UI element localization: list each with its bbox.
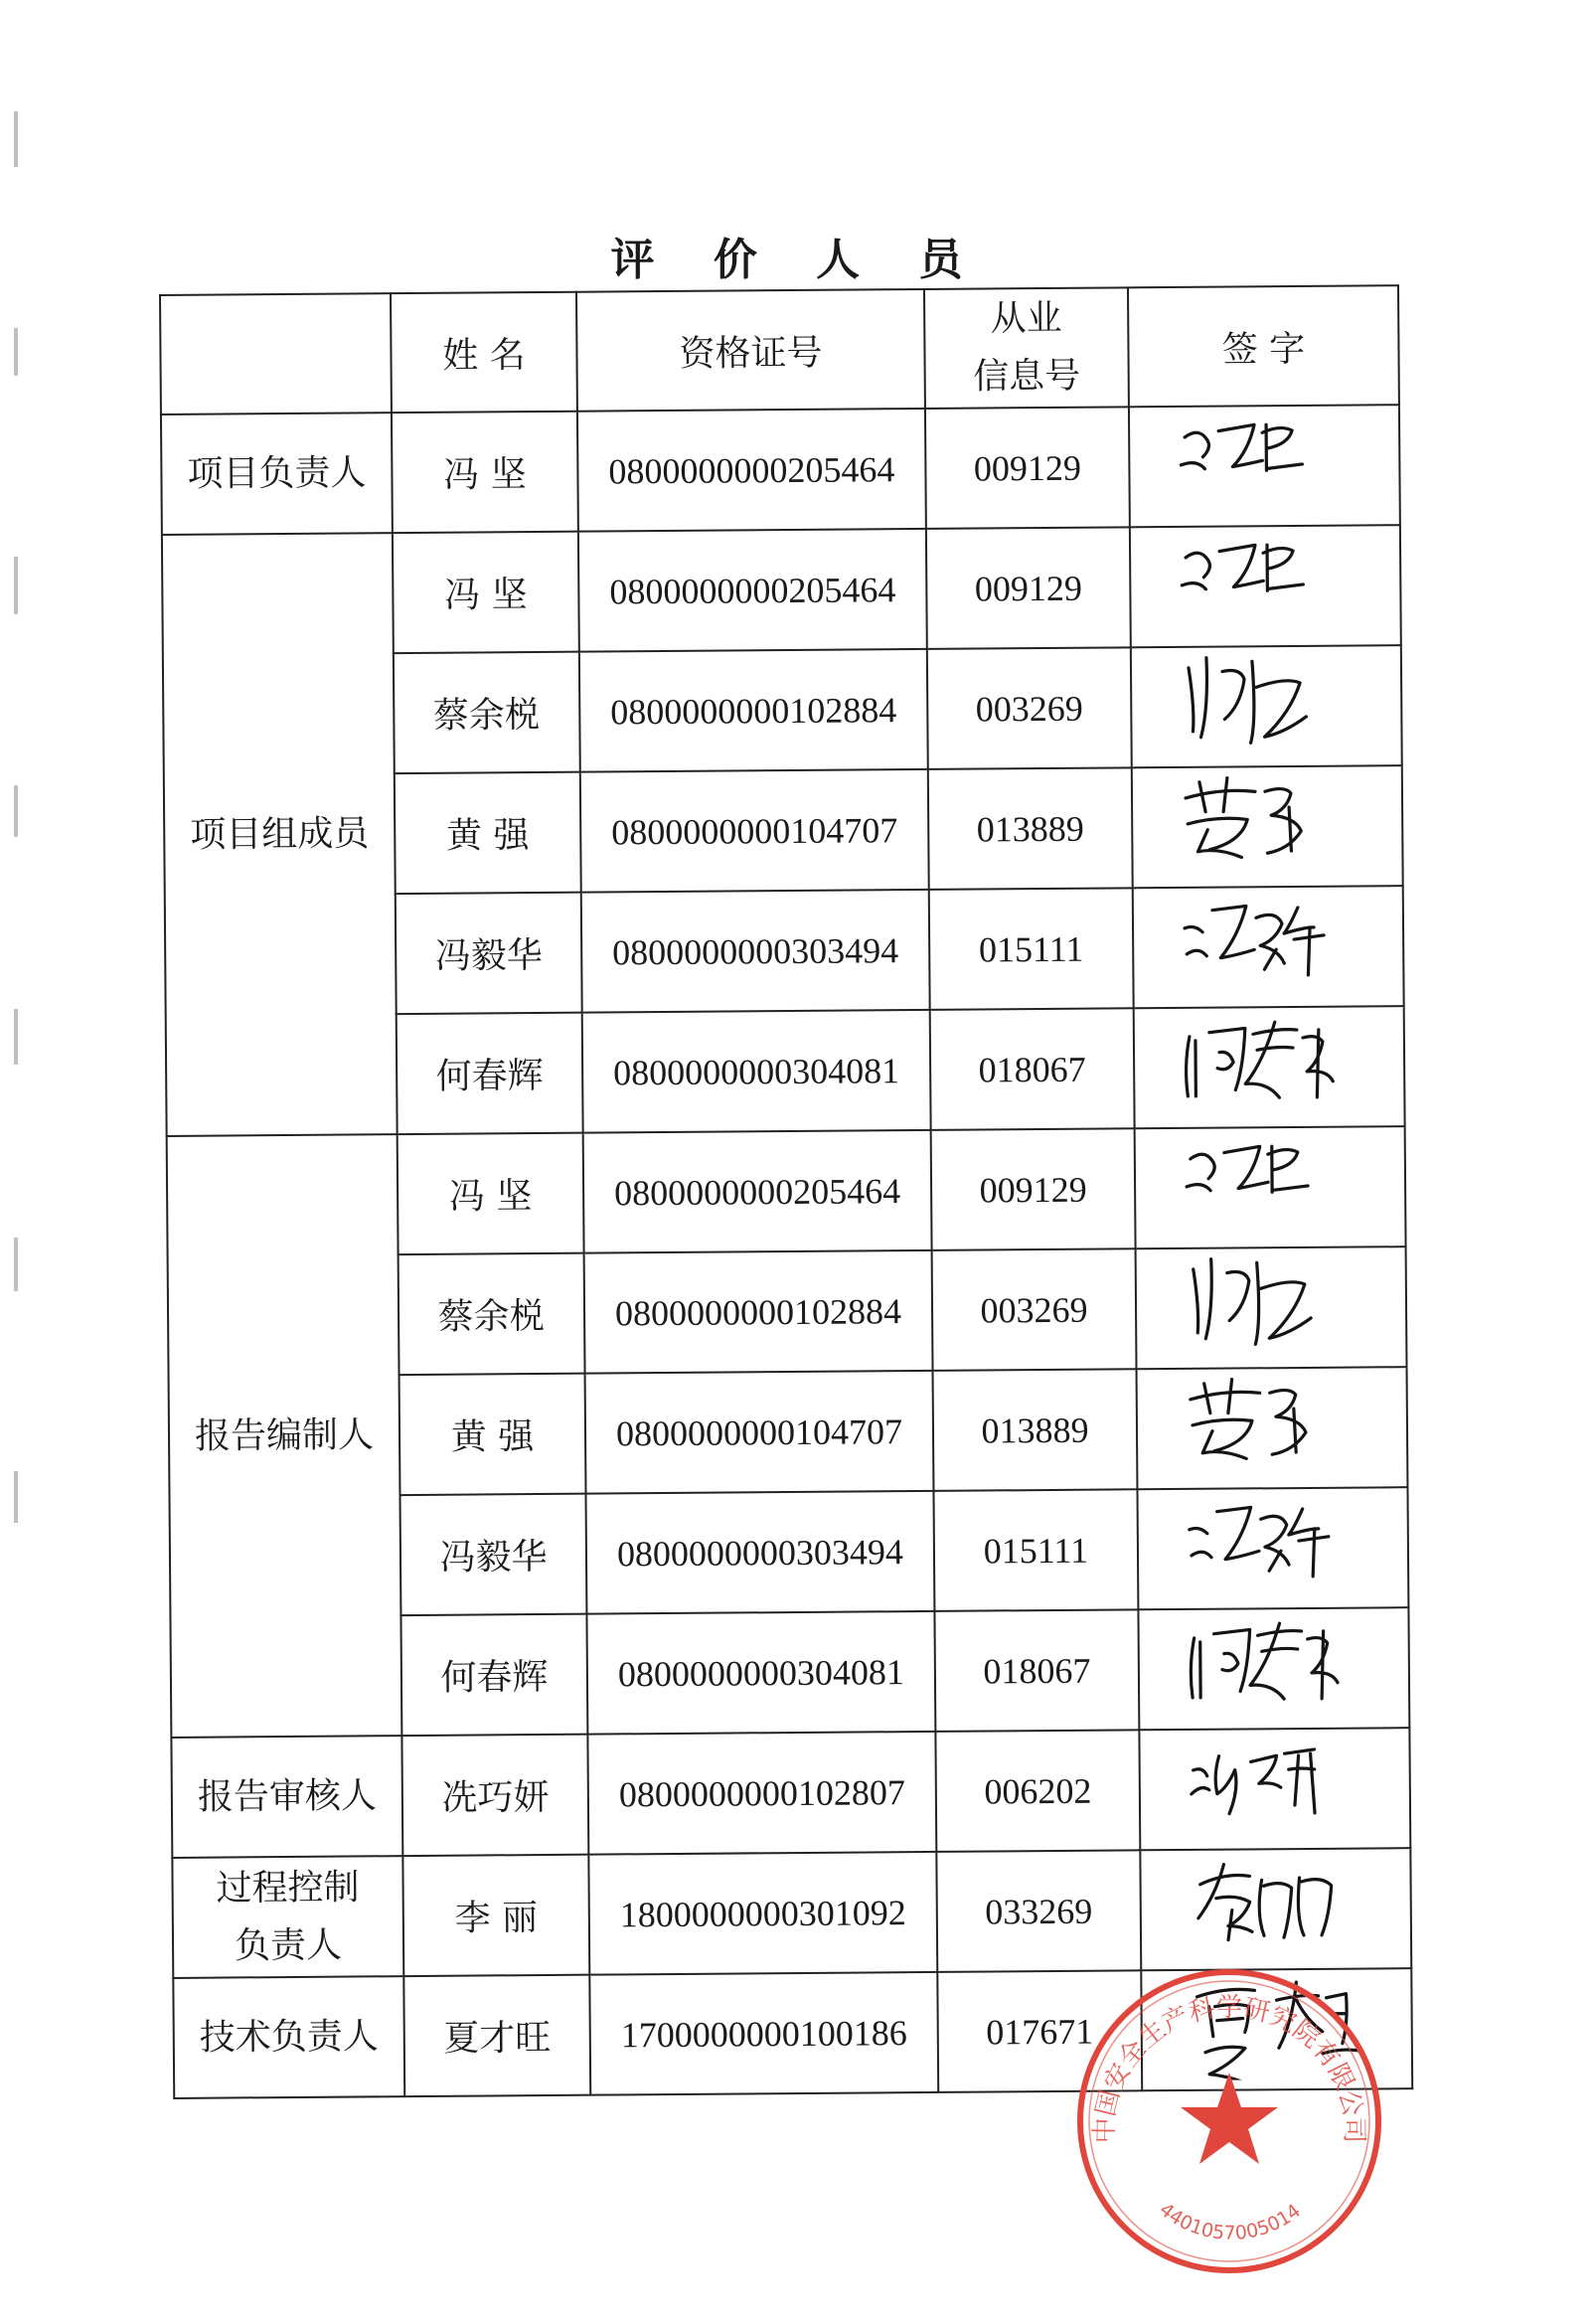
- role-cell: [161, 413, 393, 535]
- header-practice-line1: 从业: [990, 297, 1062, 340]
- practice-info-number: 015111: [933, 1489, 1138, 1611]
- practice-info-number: 006202: [935, 1730, 1140, 1852]
- scan-edge-mark: [14, 785, 18, 837]
- practice-info-number: 015111: [929, 888, 1134, 1010]
- certificate-number: 0800000000205464: [583, 1130, 932, 1253]
- certificate-number: 0800000000205464: [577, 409, 926, 532]
- scan-edge-mark: [14, 557, 18, 614]
- practice-info-number: 009129: [925, 407, 1130, 529]
- practice-info-number: 009129: [931, 1128, 1136, 1250]
- header-practice-line2: 信息号: [973, 355, 1081, 398]
- handwritten-signature: [1169, 887, 1368, 998]
- certificate-number: 0800000000303494: [581, 890, 930, 1013]
- person-name: 夏才旺: [403, 1975, 590, 2096]
- certificate-number: 0800000000304081: [586, 1611, 935, 1735]
- header-sign: 签 字: [1128, 285, 1399, 407]
- role-label: 负责人: [234, 1924, 343, 1966]
- handwritten-signature: [1175, 1729, 1374, 1840]
- certificate-number: 1700000000100186: [589, 1972, 938, 2095]
- signature-cell: [1132, 765, 1403, 888]
- signature-cell: [1140, 1848, 1411, 1970]
- role-cell: [173, 1976, 404, 2098]
- table-row: [172, 1848, 1411, 1978]
- practice-info-number: 033269: [936, 1850, 1141, 1972]
- role-cell: [162, 533, 398, 1136]
- certificate-number: 0800000000102807: [587, 1732, 936, 1855]
- person-name: 冯 坚: [392, 412, 578, 533]
- signature-cell: [1138, 1607, 1409, 1730]
- scan-edge-mark: [14, 1471, 18, 1523]
- header-name: 姓 名: [391, 292, 577, 413]
- certificate-number: 0800000000104707: [585, 1371, 934, 1494]
- scan-edge-mark: [14, 1238, 18, 1291]
- role-label: 报告审核人: [197, 1774, 378, 1818]
- person-name: 蔡余棁: [394, 652, 580, 773]
- company-seal: [1071, 1963, 1387, 2279]
- table-row: [161, 405, 1400, 535]
- person-name: 黄 强: [395, 772, 581, 894]
- handwritten-signature: [1168, 766, 1367, 878]
- scan-edge-mark: [14, 111, 18, 167]
- signature-cell: [1129, 405, 1400, 527]
- person-name: 何春辉: [397, 1013, 583, 1134]
- handwritten-signature: [1167, 646, 1366, 757]
- practice-info-number: 013889: [933, 1369, 1138, 1491]
- role-cell: [171, 1736, 402, 1858]
- signature-cell: [1133, 886, 1404, 1008]
- handwritten-signature: [1176, 1849, 1375, 1960]
- practice-info-number: 009129: [926, 527, 1131, 649]
- person-name: 冯 坚: [393, 532, 579, 653]
- person-name: 冯毅华: [396, 893, 582, 1014]
- signature-cell: [1134, 1006, 1405, 1128]
- person-name: 黄 强: [399, 1374, 586, 1495]
- certificate-number: 0800000000102884: [584, 1250, 933, 1374]
- signature-cell: [1136, 1246, 1407, 1369]
- person-name: 冯毅华: [399, 1494, 586, 1615]
- practice-info-number: 003269: [927, 647, 1132, 769]
- header-role: [160, 293, 392, 415]
- handwritten-signature: [1171, 1127, 1370, 1239]
- handwritten-signature: [1173, 1488, 1372, 1599]
- certificate-number: 0800000000102884: [579, 649, 928, 772]
- certificate-number: 0800000000205464: [578, 529, 927, 652]
- handwritten-signature: [1170, 1007, 1369, 1118]
- role-label: 过程控制: [216, 1866, 360, 1909]
- certificate-number: 0800000000303494: [585, 1491, 934, 1614]
- svg-text:4401057005014: 4401057005014: [1155, 2198, 1306, 2244]
- table-body: [161, 405, 1412, 2098]
- role-label: 技术负责人: [199, 2015, 379, 2059]
- table-row: [167, 1126, 1406, 1256]
- handwritten-signature: [1165, 406, 1364, 517]
- personnel-table: [159, 284, 1413, 2099]
- signature-cell: [1139, 1728, 1410, 1850]
- handwritten-signature: [1172, 1247, 1371, 1359]
- person-name: 冼巧妍: [401, 1735, 588, 1856]
- signature-cell: [1131, 645, 1402, 767]
- certificate-number: 0800000000304081: [582, 1010, 931, 1133]
- person-name: 蔡余棁: [399, 1253, 585, 1375]
- header-cert: 资格证号: [576, 289, 925, 412]
- table-row: [162, 525, 1401, 655]
- handwritten-signature: [1166, 526, 1365, 637]
- person-name: 何春辉: [400, 1614, 587, 1736]
- role-label: 报告编制人: [194, 1413, 375, 1457]
- practice-info-number: 018067: [930, 1008, 1135, 1130]
- table-row: [171, 1728, 1410, 1858]
- person-name: 冯 坚: [398, 1133, 584, 1254]
- practice-info-number: 018067: [934, 1609, 1139, 1732]
- certificate-number: 0800000000104707: [580, 769, 929, 893]
- practice-info-number: 017671: [937, 1970, 1142, 2092]
- practice-info-number: 013889: [928, 767, 1133, 890]
- person-name: 李 丽: [402, 1855, 589, 1976]
- role-cell: [172, 1856, 403, 1978]
- signature-cell: [1137, 1367, 1408, 1489]
- handwritten-signature: [1174, 1608, 1373, 1720]
- signature-cell: [1130, 525, 1401, 647]
- practice-info-number: 003269: [932, 1248, 1137, 1371]
- certificate-number: 1800000000301092: [588, 1852, 937, 1975]
- signature-cell: [1137, 1487, 1408, 1609]
- header-practice-info: [924, 287, 1129, 409]
- svg-text:中国安全生产科学研究院有限公司: 中国安全生产科学研究院有限公司: [1089, 1993, 1369, 2144]
- scan-edge-mark: [14, 1009, 18, 1065]
- scan-edge-mark: [14, 328, 18, 376]
- role-cell: [167, 1134, 402, 1738]
- signature-cell: [1135, 1126, 1406, 1248]
- role-label: 项目组成员: [190, 812, 370, 856]
- page-title: 评 价 人 员: [610, 235, 985, 285]
- handwritten-signature: [1173, 1368, 1372, 1479]
- table-header-row: [160, 285, 1399, 415]
- role-label: 项目负责人: [187, 451, 367, 495]
